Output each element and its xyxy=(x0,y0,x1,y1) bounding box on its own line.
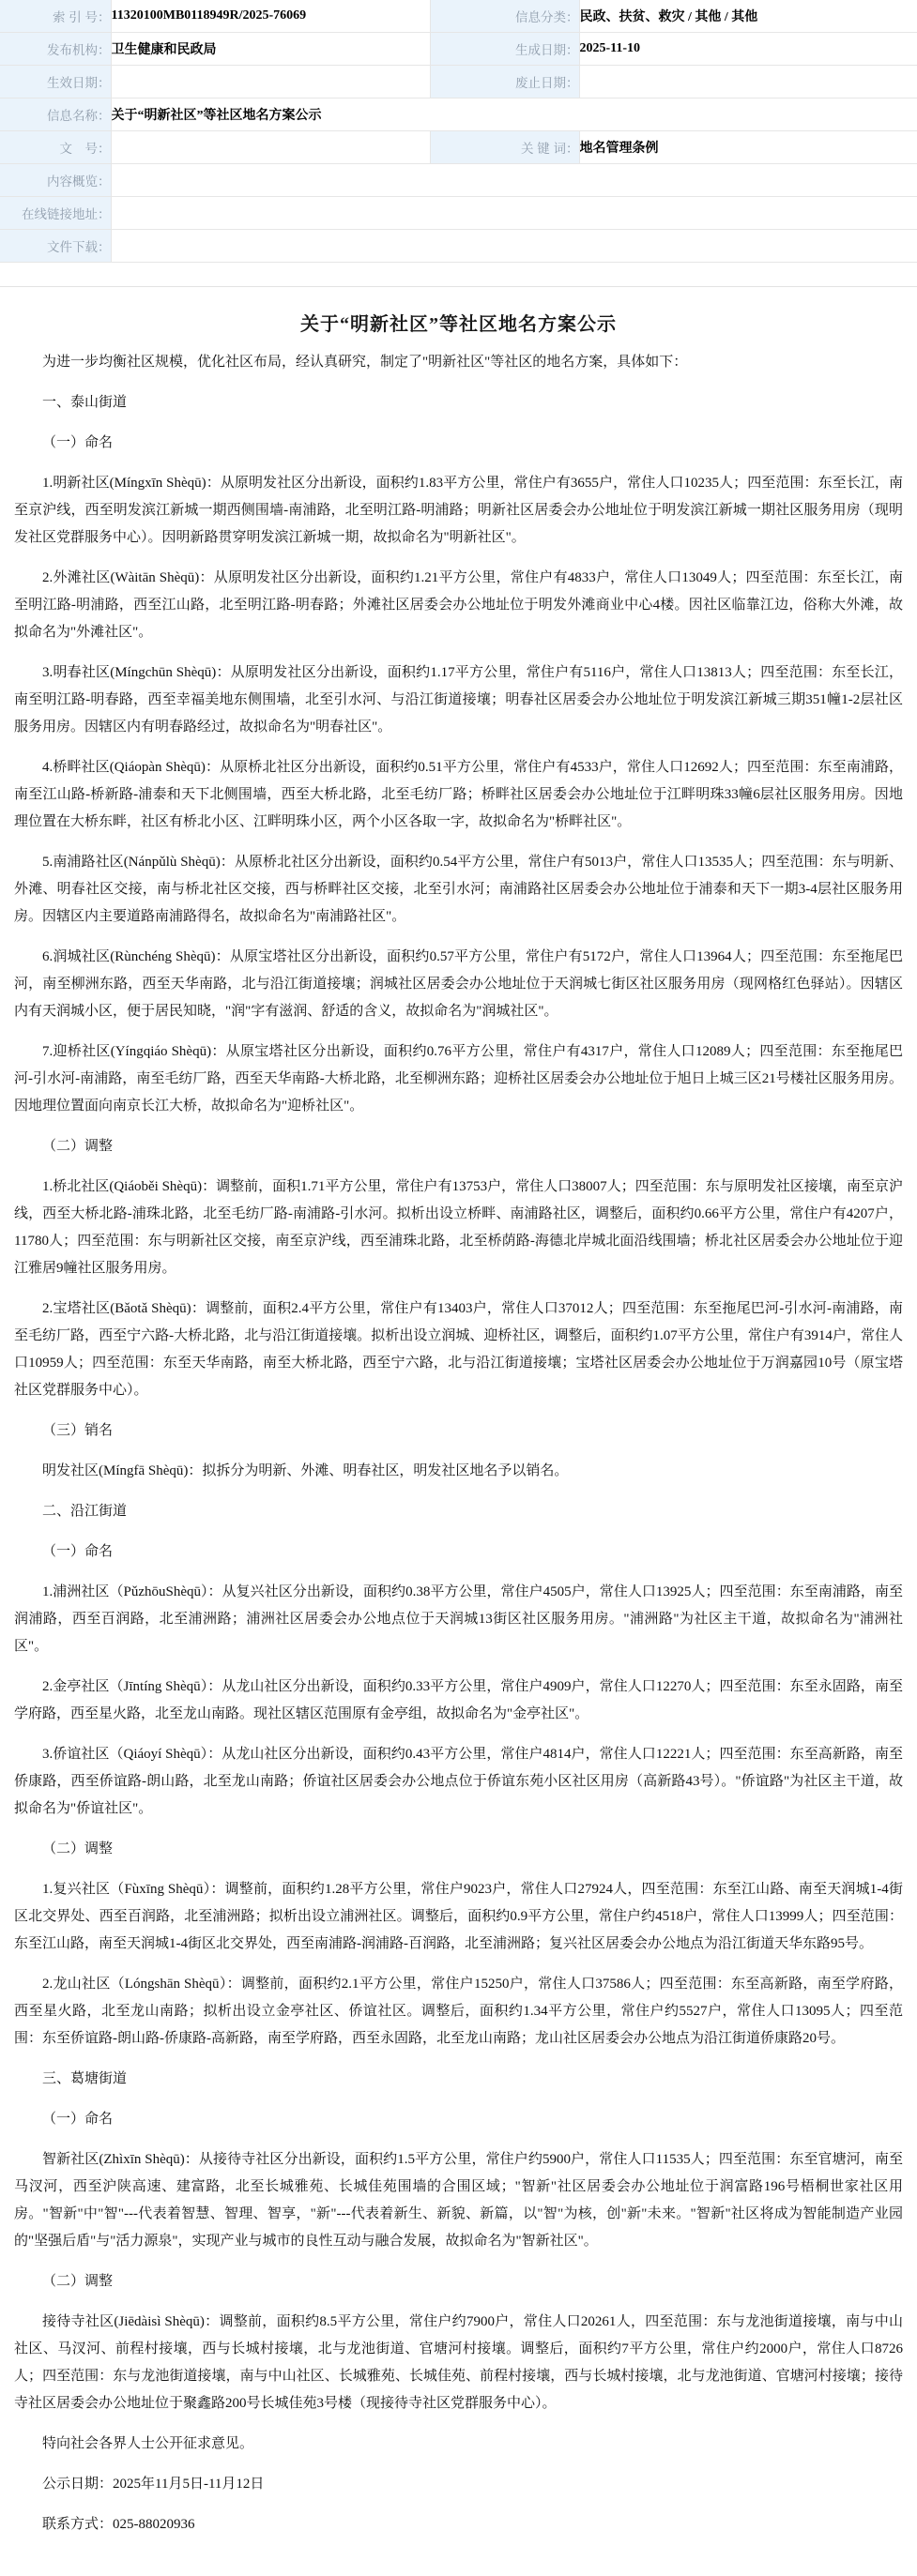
document-paragraph: 联系方式：025-88020936 xyxy=(42,2517,195,2532)
document-paragraph: 1.明新社区(Míngxīn Shèqū)：从原明发社区分出新设，面积约1.83平方公里，常住户有3655户，常住人口10235人；四至范围：东至长江，南至京沪线，西至明发滨江新城一期西侧围墙-南浦路，北至明江路-明浦路；明新社区居委会办公地址位于明发滨江新城一期社区服务用房（现明发社区党群服务中心）。因明新路贯穿明发滨江新城一期，故拟命名为"明新社区"。 xyxy=(14,476,903,545)
field-label: 内容概览： xyxy=(0,164,111,197)
document-paragraph: 2.龙山社区（Lóngshān Shèqū）：调整前，面积约2.1平方公里，常住户15250户，常住人口37586人；四至范围：东至高新路，南至学府路，西至星火路，北至龙山南路；拟析出设立金亭社区、侨谊社区。调整后，面积约1.34平方公里，常住户约5527户，常住人口13095人；四至范围：东至侨谊路-朗山路-侨康路-高新路，南至学府路，西至永固路，北至龙山南路；龙山社区居委会办公地点为沿江街道侨康路20号。 xyxy=(14,1977,903,2046)
field-label: 索 引 号： xyxy=(0,0,111,33)
document-paragraph: 为进一步均衡社区规模，优化社区布局，经认真研究，制定了"明新社区"等社区的地名方案，具体如下： xyxy=(42,355,688,370)
field-value xyxy=(111,66,430,98)
table-row xyxy=(0,230,917,263)
document-paragraph: 公示日期：2025年11月5日-11月12日 xyxy=(42,2477,265,2492)
document-paragraph: 明发社区(Míngfā Shèqū)：拟拆分为明新、外滩、明春社区，明发社区地名予以销名。 xyxy=(42,1463,569,1478)
field-label: 关 键 词： xyxy=(430,131,579,164)
document-paragraph: 1.桥北社区(Qiáoběi Shèqū)：调整前，面积1.71平方公里，常住户有13753户，常住人口38007人；四至范围：东与原明发社区接壤，南至京沪线，西至大桥北路-浦珠北路，北至毛纺厂路-南浦路-引水河。拟析出设立桥畔、南浦路社区，调整后，面积约0.66平方公里，常住户有4207户，11780人；四至范围：东与明新社区交接，南至京沪线，西至浦珠北路，北至桥荫路-海德北岸城北面沿线围墙；桥北社区居委会办公地址位于迎江雅居9幢社区服务用房。 xyxy=(14,1179,903,1276)
document-paragraph: （二）调整 xyxy=(42,2274,114,2289)
document-paragraph: 接待寺社区(Jiēdàisì Shèqū)：调整前，面积约8.5平方公里，常住户约7900户，常住人口20261人，四至范围：东与龙池街道接壤，南与中山社区、马汊河、前程村接壤，西与长城村接壤，北与龙池街道、官塘河村接壤。调整后，面积约7平方公里，常住户约2000户，常住人口8726人；四至范围：东与龙池街道接壤，南与中山社区、长城雅苑、长城佳苑、前程村接壤，西与长城村接壤，北与龙池街道、官塘河村接壤；接待寺社区居委会办公地址位于聚鑫路200号长城佳苑3号楼（现接待寺社区党群服务中心）。 xyxy=(14,2314,903,2411)
document-paragraph: 智新社区(Zhìxīn Shèqū)：从接待寺社区分出新设，面积约1.5平方公里，常住户约5900户，常住人口11535人；四至范围：东至官塘河，南至马汊河，西至沪陕高速、建富路，北至长城雅苑、长城佳苑围墙的合围区域；"智新"社区居委会办公地址位于润富路196号梧桐世家社区用房。"智新"中"智"---代表着智慧、智理、智享，"新"---代表着新生、新貌、新篇，以"智"为核，创"新"未来。"智新"社区将成为智能制造产业园的"坚强后盾"与"活力源泉"，实现产业与城市的良性互动与融合发展，故拟命名为"智新社区"。 xyxy=(14,2152,903,2249)
page-title: 关于“明新社区”等社区地名方案公示 xyxy=(300,314,617,335)
document-body xyxy=(14,349,903,2538)
field-label: 信息名称： xyxy=(0,98,111,131)
document-paragraph: 二、沿江街道 xyxy=(42,1504,128,1519)
field-value: 11320100MB0118949R/2025-76069 xyxy=(111,0,430,33)
field-label: 生成日期： xyxy=(430,33,579,66)
document-paragraph: 一、泰山街道 xyxy=(42,395,128,410)
document-paragraph: 1.复兴社区（Fùxīng Shèqū）：调整前，面积约1.28平方公里，常住户9023户，常住人口27924人，四至范围：东至江山路、南至天润城1-4街区北交界处、西至百润路，北至浦洲路；拟析出设立浦洲社区。调整后，面积约0.9平方公里，常住户约4518户，常住人口13999人；四至范围：东至江山路，南至天润城1-4街区北交界处，西至南浦路-润浦路-百润路，北至浦洲路；复兴社区居委会办公地点为沿江街道天华东路95号。 xyxy=(14,1882,903,1951)
table-row xyxy=(0,0,917,33)
field-label: 发布机构： xyxy=(0,33,111,66)
field-value: 地名管理条例 xyxy=(579,131,917,164)
document-paragraph: 3.侨谊社区（Qiáoyí Shèqū）：从龙山社区分出新设，面积约0.43平方公里，常住户4814户，常住人口12221人；四至范围：东至高新路，南至侨康路，西至侨谊路-朗山路，北至龙山南路；侨谊社区居委会办公地点位于侨谊东苑小区社区用房（高新路43号）。"侨谊路"为社区主干道，故拟命名为"侨谊社区"。 xyxy=(14,1747,903,1816)
document-paragraph: 三、葛塘街道 xyxy=(42,2071,128,2086)
document-paragraph: （一）命名 xyxy=(42,2112,114,2127)
document-paragraph: （一）命名 xyxy=(42,435,114,450)
document-paragraph: 2.宝塔社区(Bǎotǎ Shèqū)：调整前，面积2.4平方公里，常住户有13403户，常住人口37012人；四至范围：东至拖尾巴河-引水河-南浦路，南至毛纺厂路，西至宁六路-大桥北路，北与沿江街道接壤。拟析出设立润城、迎桥社区，调整后，面积约1.07平方公里，常住户有3914户，常住人口10959人；四至范围：东至天华南路，南至大桥北路，西至宁六路，北与沿江街道接壤；宝塔社区居委会办公地址位于万润嘉园10号（原宝塔社区党群服务中心）。 xyxy=(14,1301,903,1398)
document-paragraph: 2.外滩社区(Wàitān Shèqū)：从原明发社区分出新设，面积约1.21平方公里，常住户有4833户，常住人口13049人；四至范围：东至长江，南至明江路-明浦路，西至江山路，北至明江路-明春路；外滩社区居委会办公地址位于明发外滩商业中心4楼。因社区临靠江边，俗称大外滩，故拟命名为"外滩社区"。 xyxy=(14,570,903,640)
document-paragraph: 2.金亭社区（Jīntíng Shèqū）：从龙山社区分出新设，面积约0.33平方公里，常住户4909户，常住人口12270人；四至范围：东至永固路，南至学府路，西至星火路，北至龙山南路。现社区辖区范围原有金亭组，故拟命名为"金亭社区"。 xyxy=(14,1679,903,1721)
field-value xyxy=(111,230,917,263)
field-value: 2025-11-10 xyxy=(579,33,917,66)
field-label: 生效日期： xyxy=(0,66,111,98)
table-row xyxy=(0,131,917,164)
field-label: 文 号： xyxy=(0,131,111,164)
document-panel xyxy=(0,286,917,2576)
field-value xyxy=(579,66,917,98)
document-paragraph: 1.浦洲社区（PǔzhōuShèqū）：从复兴社区分出新设，面积约0.38平方公里，常住户4505户，常住人口13925人；四至范围：东至南浦路，南至润浦路，西至百润路，北至浦洲路；浦洲社区居委会办公地点位于天润城13街区社区服务用房。"浦洲路"为社区主干道，故拟命名为"浦洲社区"。 xyxy=(14,1584,903,1654)
document-paragraph: 7.迎桥社区(Yíngqiáo Shèqū)：从原宝塔社区分出新设，面积约0.76平方公里，常住户有4317户，常住人口12089人；四至范围：东至拖尾巴河-引水河-南浦路，南至毛纺厂路，西至天华南路-大桥北路，北至柳洲东路；迎桥社区居委会办公地址位于旭日上城三区21号楼社区服务用房。因地理位置面向南京长江大桥，故拟命名为"迎桥社区"。 xyxy=(14,1044,903,1114)
field-value: 卫生健康和民政局 xyxy=(111,33,430,66)
field-label: 废止日期： xyxy=(430,66,579,98)
document-paragraph: 4.桥畔社区(Qiáopàn Shèqū)：从原桥北社区分出新设，面积约0.51平方公里，常住户有4533户，常住人口12692人；四至范围：东至南浦路，南至江山路-桥新路-浦泰和天下北侧围墙，西至大桥北路，北至毛纺厂路；桥畔社区居委会办公地址位于江畔明珠33幢6层社区服务用房。因地理位置在大桥东畔，社区有桥北小区、江畔明珠小区，两个小区各取一字，故拟命名为"桥畔社区"。 xyxy=(14,760,903,829)
field-value xyxy=(111,197,917,230)
table-row xyxy=(0,164,917,197)
document-paragraph: 3.明春社区(Míngchūn Shèqū)：从原明发社区分出新设，面积约1.17平方公里，常住户有5116户，常住人口13813人；四至范围：东至长江，南至明江路-明春路，西至幸福美地东侧围墙，北至引水河、与沿江街道接壤；明春社区居委会办公地址位于明发滨江新城三期351幢1-2层社区服务用房。因辖区内有明春路经过，故拟命名为"明春社区"。 xyxy=(14,665,903,735)
field-label: 在线链接地址： xyxy=(0,197,111,230)
table-row xyxy=(0,197,917,230)
document-paragraph: 6.润城社区(Rùnchéng Shèqū)：从原宝塔社区分出新设，面积约0.57平方公里，常住户有5172户，常住人口13964人；四至范围：东至拖尾巴河，南至柳洲东路，西至天华南路，北与沿江街道接壤；润城社区居委会办公地址位于天润城七街区社区服务用房（现网格红色驿站）。因辖区内有天润城小区，便于居民知晓，"润"字有滋润、舒适的含义，故拟命名为"润城社区"。 xyxy=(14,949,903,1019)
field-label: 文件下载： xyxy=(0,230,111,263)
table-row xyxy=(0,98,917,131)
table-row xyxy=(0,33,917,66)
document-paragraph: （三）销名 xyxy=(42,1423,114,1438)
document-paragraph: （二）调整 xyxy=(42,1139,114,1154)
field-value xyxy=(111,164,917,197)
field-value xyxy=(111,131,430,164)
document-paragraph: （一）命名 xyxy=(42,1544,114,1559)
field-value: 关于“明新社区”等社区地名方案公示 xyxy=(111,98,917,131)
meta-table-body xyxy=(0,0,917,263)
field-value: 民政、扶贫、救灾 / 其他 / 其他 xyxy=(579,0,917,33)
document-paragraph: 5.南浦路社区(Nánpǔlù Shèqū)：从原桥北社区分出新设，面积约0.54平方公里，常住户有5013户，常住人口13535人；四至范围：东与明新、外滩、明春社区交接，南与桥北社区交接，西与桥畔社区交接，北至引水河；南浦路社区居委会办公地址位于浦泰和天下一期3-4层社区服务用房。因辖区内主要道路南浦路得名，故拟命名为"南浦路社区"。 xyxy=(14,855,903,924)
document-paragraph: （二）调整 xyxy=(42,1841,114,1856)
table-row xyxy=(0,66,917,98)
meta-info-table xyxy=(0,0,917,263)
field-label: 信息分类： xyxy=(430,0,579,33)
document-paragraph: 特向社会各界人士公开征求意见。 xyxy=(42,2436,254,2451)
